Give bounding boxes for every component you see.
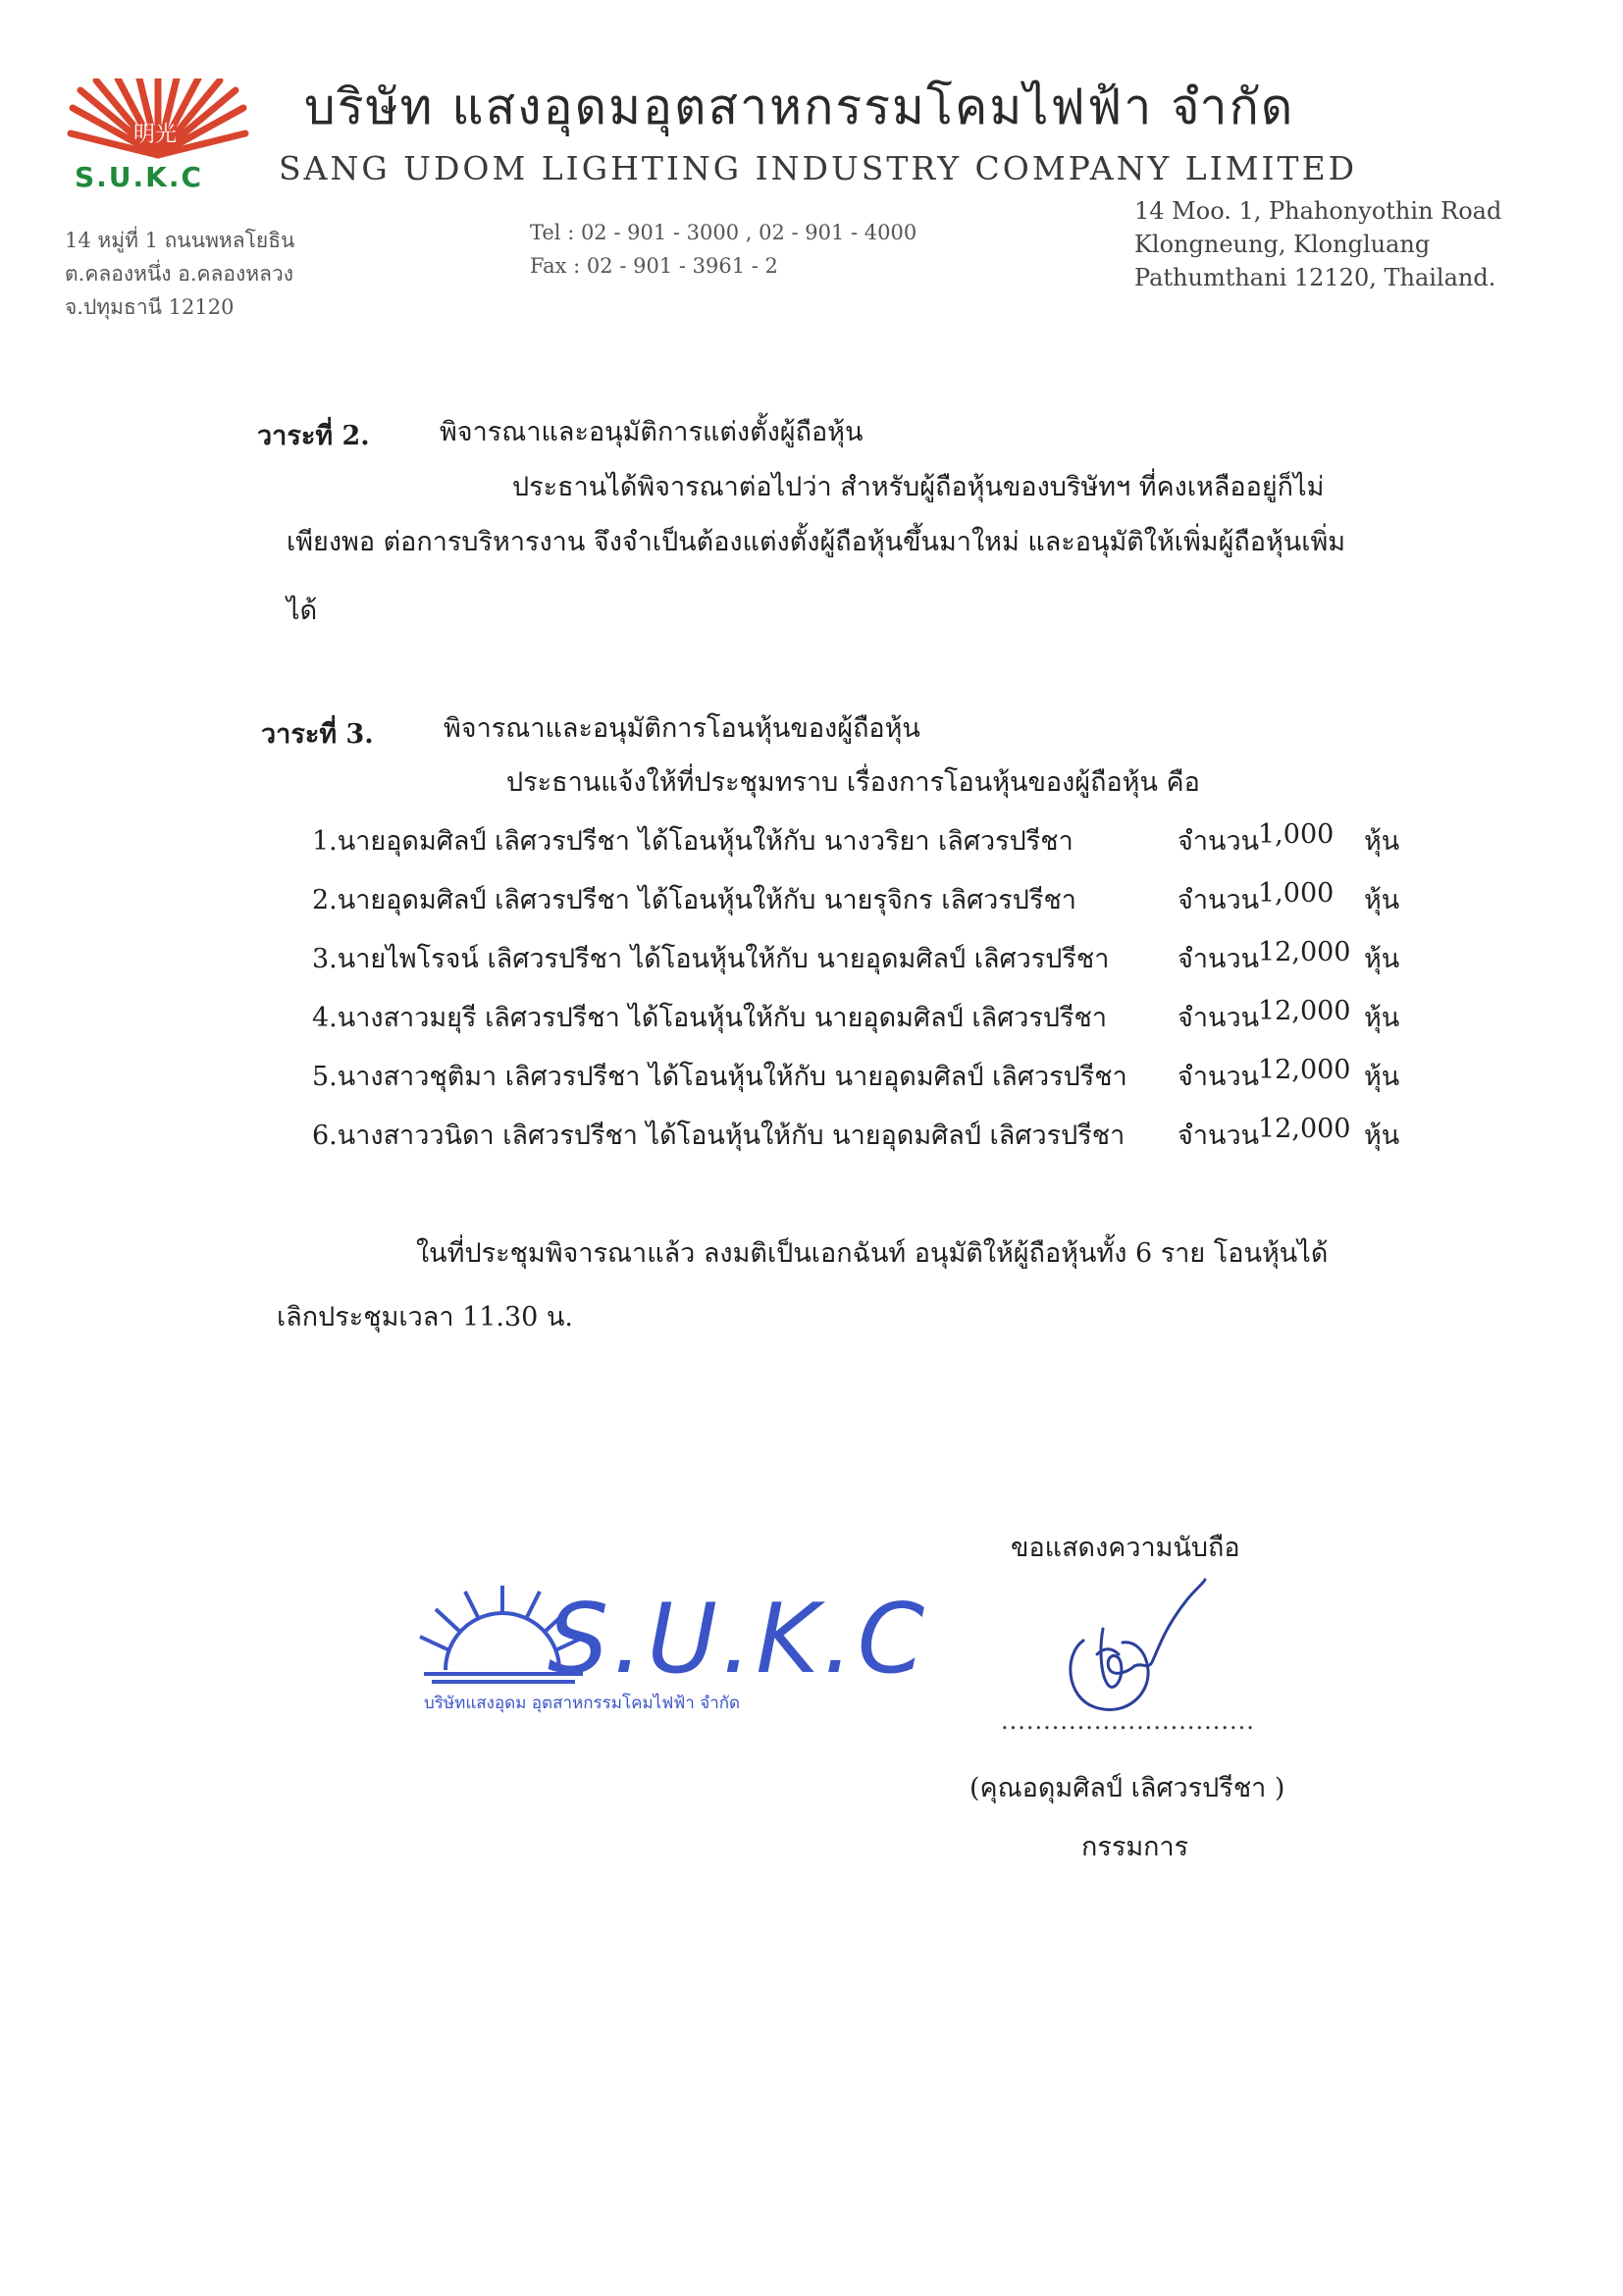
agenda-3-label: วาระที่ 3. bbox=[261, 719, 374, 750]
amount-word: จำนวน bbox=[1178, 826, 1260, 857]
transfer-description: 2.นายอุดมศิลป์ เลิศวรปรีชา ได้โอนหุ้นให้กับ นายรุจิกร เลิศวรปรีชา bbox=[312, 885, 1076, 915]
address-english-line: 14 Moo. 1, Phahonyothin Road bbox=[1134, 197, 1502, 225]
share-amount: 12,000 bbox=[1258, 1114, 1351, 1144]
agenda-2-label: วาระที่ 2. bbox=[257, 421, 370, 451]
agenda-2-paragraph-line: ได้ bbox=[287, 596, 318, 626]
transfer-description: 3.นายไพโรจน์ เลิศวรปรีชา ได้โอนหุ้นให้กับ นายอุดมศิลป์ เลิศวรปรีชา bbox=[312, 944, 1110, 974]
amount-word: จำนวน bbox=[1178, 885, 1260, 915]
address-thai bbox=[65, 224, 294, 324]
agenda-2-paragraph-line: ประธานได้พิจารณาต่อไปว่า สำหรับผู้ถือหุ้นของบริษัทฯ ที่คงเหลืออยู่ก็ไม่ bbox=[512, 472, 1325, 502]
share-amount: 1,000 bbox=[1258, 878, 1335, 909]
agenda-3-title: พิจารณาและอนุมัติการโอนหุ้นของผู้ถือหุ้น bbox=[444, 713, 920, 744]
share-amount: 1,000 bbox=[1258, 819, 1335, 850]
company-logo bbox=[67, 78, 249, 196]
amount-word: จำนวน bbox=[1178, 944, 1260, 974]
transfer-description: 4.นางสาวมยุรี เลิศวรปรีชา ได้โอนหุ้นให้กับ นายอุดมศิลป์ เลิศวรปรีชา bbox=[312, 1003, 1108, 1033]
stamp-text: S.U.K.C bbox=[548, 1584, 929, 1696]
closing-regards: ขอแสดงความนับถือ bbox=[1011, 1533, 1240, 1563]
agenda-2-title: พิจารณาและอนุมัติการแต่งตั้งผู้ถือหุ้น bbox=[440, 417, 864, 447]
address-thai-line: ต.คลองหนึ่ง อ.คลองหลวง bbox=[65, 262, 294, 286]
amount-word: จำนวน bbox=[1178, 1062, 1260, 1092]
agenda-3-intro: ประธานแจ้งให้ที่ประชุมทราบ เรื่องการโอนหุ้นของผู้ถือหุ้น คือ bbox=[506, 767, 1200, 798]
logo-text: S.U.K.C bbox=[75, 161, 204, 193]
resolution-text: ในที่ประชุมพิจารณาแล้ว ลงมติเป็นเอกฉันท์ อนุมัติให้ผู้ถือหุ้นทั้ง 6 ราย โอนหุ้นได้ bbox=[416, 1238, 1329, 1269]
transfer-description: 1.นายอุดมศิลป์ เลิศวรปรีชา ได้โอนหุ้นให้กับ นางวริยา เลิศวรปรีชา bbox=[312, 826, 1073, 857]
address-english-line: Pathumthani 12120, Thailand. bbox=[1134, 264, 1496, 291]
share-unit: หุ้น bbox=[1364, 1062, 1400, 1092]
address-english-line: Klongneung, Klongluang bbox=[1134, 231, 1431, 258]
share-amount: 12,000 bbox=[1258, 937, 1351, 967]
stamp-subtext: บริษัทแสงอุดม อุตสาหกรรมโคมไฟฟ้า จำกัด bbox=[424, 1694, 741, 1713]
telephone: Tel : 02 - 901 - 3000 , 02 - 901 - 4000 bbox=[530, 221, 917, 244]
contact-numbers bbox=[530, 216, 916, 283]
logo-chinese-glyphs: 明光 bbox=[133, 123, 178, 147]
address-english bbox=[1134, 194, 1501, 294]
amount-word: จำนวน bbox=[1178, 1003, 1260, 1033]
share-unit: หุ้น bbox=[1364, 1121, 1400, 1151]
share-unit: หุ้น bbox=[1364, 826, 1400, 857]
transfer-description: 5.นางสาวชุติมา เลิศวรปรีชา ได้โอนหุ้นให้กับ นายอุดมศิลป์ เลิศวรปรีชา bbox=[312, 1062, 1127, 1092]
company-name-english: SANG UDOM LIGHTING INDUSTRY COMPANY LIMITED bbox=[279, 149, 1358, 187]
share-unit: หุ้น bbox=[1364, 944, 1400, 974]
share-unit: หุ้น bbox=[1364, 885, 1400, 915]
company-name-thai: บริษัท แสงอุดมอุตสาหกรรมโคมไฟฟ้า จำกัด bbox=[304, 78, 1295, 135]
address-thai-line: จ.ปทุมธานี 12120 bbox=[65, 295, 235, 319]
share-unit: หุ้น bbox=[1364, 1003, 1400, 1033]
address-thai-line: 14 หมู่ที่ 1 ถนนพหลโยธิน bbox=[65, 229, 295, 252]
agenda-2-paragraph-line: เพียงพอ ต่อการบริหารงาน จึงจำเป็นต้องแต่งตั้งผู้ถือหุ้นขึ้นมาใหม่ และอนุมัติให้เพิ่มผู้ถือหุ้นเพิ่ม bbox=[287, 527, 1346, 557]
signatory-name: (คุณอดุมศิลป์ เลิศวรปรีชา ) bbox=[969, 1773, 1285, 1803]
handwritten-signature bbox=[1040, 1560, 1207, 1732]
share-amount: 12,000 bbox=[1258, 996, 1351, 1026]
signatory-title: กรรมการ bbox=[1081, 1832, 1189, 1862]
amount-word: จำนวน bbox=[1178, 1121, 1260, 1151]
share-amount: 12,000 bbox=[1258, 1055, 1351, 1085]
company-stamp bbox=[410, 1580, 929, 1717]
meeting-closing-time: เลิกประชุมเวลา 11.30 น. bbox=[277, 1302, 573, 1332]
signature-icon bbox=[1040, 1560, 1207, 1732]
signature-dotted-line: .............................. bbox=[1001, 1707, 1255, 1735]
transfer-description: 6.นางสาววนิดา เลิศวรปรีชา ได้โอนหุ้นให้กับ นายอุดมศิลป์ เลิศวรปรีชา bbox=[312, 1121, 1126, 1151]
fax: Fax : 02 - 901 - 3961 - 2 bbox=[530, 254, 778, 278]
